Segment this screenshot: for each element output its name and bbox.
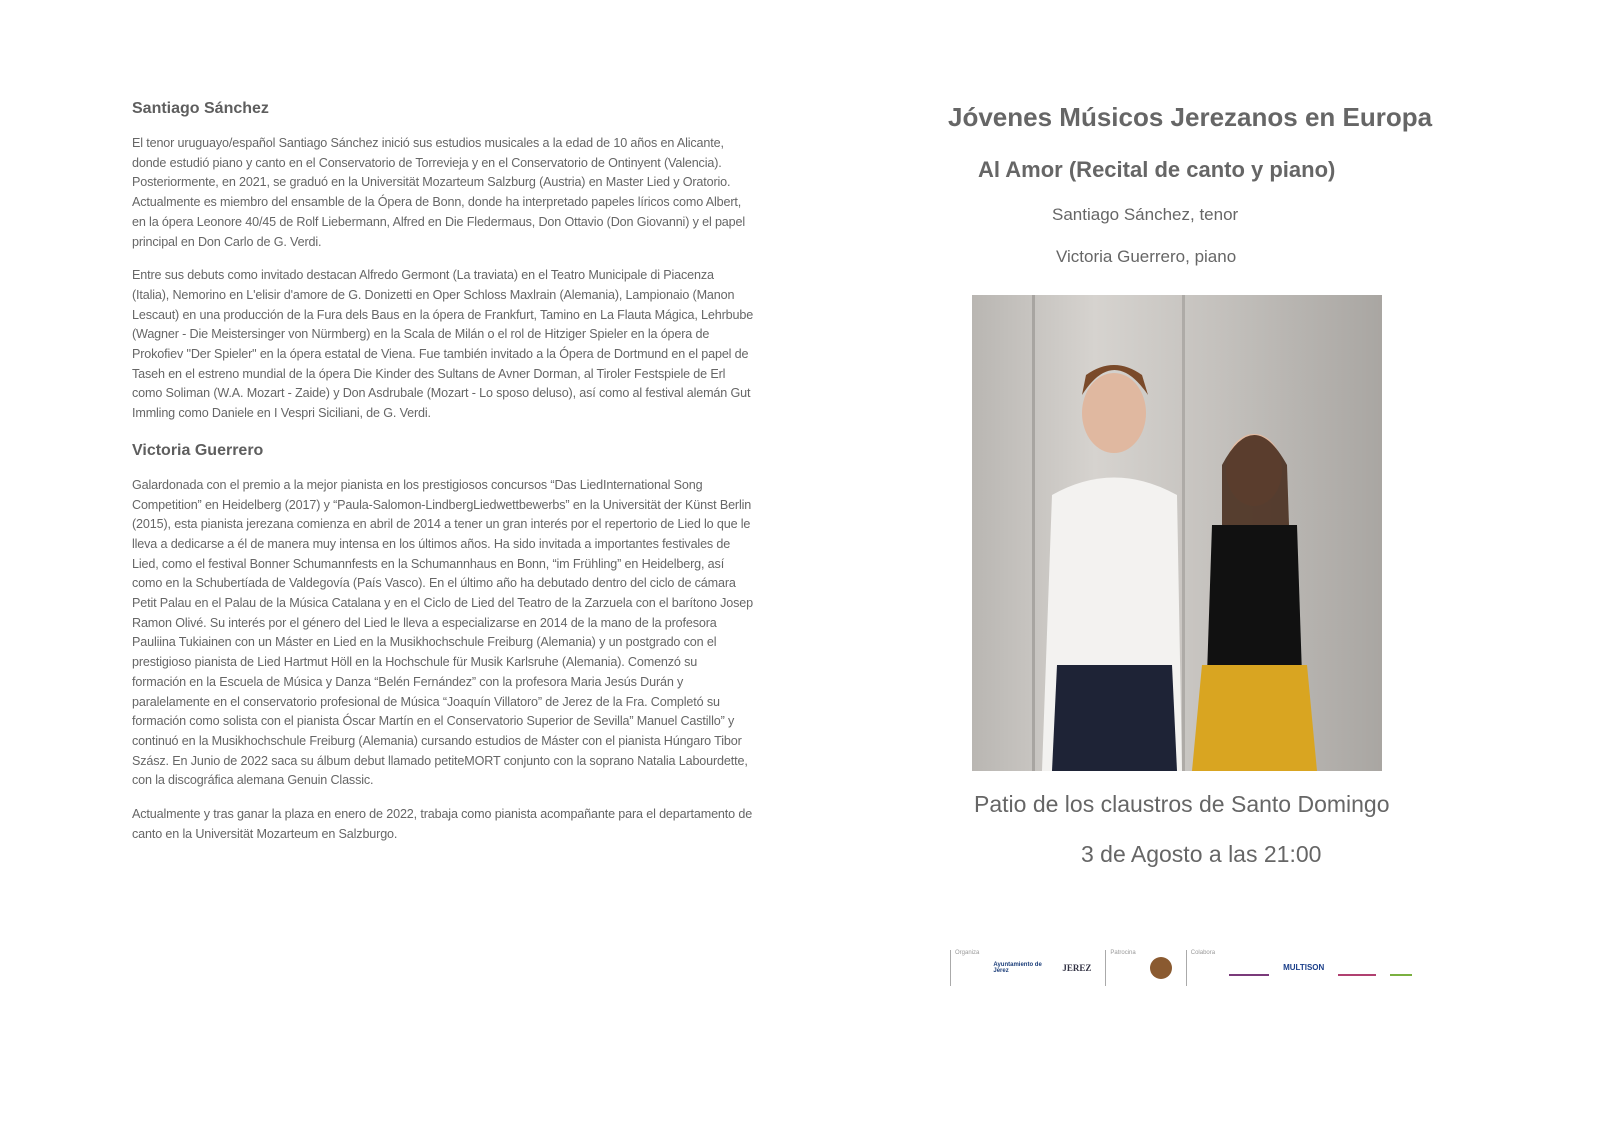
date-time: 3 de Agosto a las 21:00 bbox=[1081, 841, 1322, 867]
multison-logo: MULTISON bbox=[1283, 963, 1325, 972]
performer-tenor: Santiago Sánchez, tenor bbox=[1052, 205, 1239, 224]
bio-paragraph: Actualmente y tras ganar la plaza en enero de 2022, trabaja como pianista acompañante para el departamento de canto en la Universität Mozarteum en Salzburgo. bbox=[132, 807, 753, 841]
colabora-label: Colabora bbox=[1186, 950, 1215, 986]
series-title: Jóvenes Músicos Jerezanos en Europa bbox=[948, 102, 1433, 132]
bio-paragraph: Galardonada con el premio a la mejor pianista en los prestigiosos concursos “Das LiedInternational Song Competition” en Heidelberg (2017) y “Paula-Salomon-LindbergLiedwettbewerbs” en la Universität der Künst Berlin (2015), esta pianista jerezana comienza en abril de 2014 a tener un gran interés por el repertorio de Lied lo que le lleva a dedicarse a él de manera muy intensa en los últimos años. Ha sido invitada a importantes festivales de Lied, como el festival Bonner Schumannfests en la Schumannhaus en Bonn, “im Frühling” en Heidelberg, así como en la Schubertíada de Valdegovía (País Vasco). En el último año ha debutado dentro del ciclo de cámara Petit Palau en el Palau de la Música Catalana y en el Ciclo de Lied del Teatro de la Zarzuela con el barítono Josep Ramon Olivé. Su interés por el género del Lied le lleva a especializarse en 2014 de la mano de la profesora Pauliina Tukiainen con un Máster en Lied en la Musikhochschule Freiburg (Alemania) y un postgrado con el prestigioso pianista de Lied Hartmut Höll en la Hochschule für Musik Karlsruhe (Alemania). Comenzó su formación en la Escuela de Música y Danza “Belén Fernández” con la profesora Maria Jesús Durán y paralelamente en el conservatorio profesional de Música “Joaquín Villatoro” de Jerez de la Fra. Completó su formación como solista con el pianista Óscar Martín en el Conservatorio Superior de Sevilla” Manuel Castillo” y continuó en la Musikhochschule Freiburg (Alemania) cursando estudios de Máster con el pianista Húngaro Tibor Szász. En Junio de 2022 saca su álbum debut llamado petiteMORT conjunto con la soprano Natalia Labourdette, con la discográfica alemana Genuin Classic. bbox=[132, 477, 753, 788]
performer-piano: Victoria Guerrero, piano bbox=[1056, 247, 1237, 266]
patrocina-label: Patrocina bbox=[1105, 950, 1135, 986]
bio-paragraph: El tenor uruguayo/español Santiago Sánchez inició sus estudios musicales a la edad de 10 años en Alicante, donde estudió piano y canto en el Conservatorio de Torrevieja y en el Conservatorio de Ontinyent (Valencia). Posteriormente, en 2021, se graduó en la Universität Mozarteum Salzburg (Austria) en Master Lied y Oratorio. Actualmente es miembro del ensamble de la Ópera de Bonn, donde ha interpretado papeles líricos como Albert, en la ópera Leonore 40/45 de Rolf Liebermann, Alfred en Die Fledermaus, Don Ottavio (Don Giovanni) y el papel principal en Don Carlo de G. Verdi. bbox=[132, 136, 746, 249]
ayuntamiento-logo: Ayuntamiento de Jerez bbox=[993, 961, 1042, 974]
bio-heading-victoria: Victoria Guerrero bbox=[132, 441, 264, 459]
organiza-label: Organiza bbox=[950, 950, 979, 986]
jerez-logo: JEREZ bbox=[1062, 962, 1092, 973]
script-logo bbox=[1338, 960, 1376, 976]
bios-column bbox=[132, 100, 754, 859]
belen-fernandez-logo bbox=[1229, 960, 1269, 976]
bio-heading-santiago: Santiago Sánchez bbox=[132, 100, 269, 117]
venue: Patio de los claustros de Santo Domingo bbox=[974, 791, 1390, 817]
bio-paragraph: Entre sus debuts como invitado destacan Alfredo Germont (La traviata) en el Teatro Municipale di Piacenza (Italia), Nemorino en L'elisir d'amore de G. Donizetti en Oper Schloss Maxlrain (Alemania), Lampionaio (Manon Lescaut) en una producción de la Fura dels Baus en la ópera de Frankfurt, Tamino en La Flauta Mágica, Lehrbube (Wagner - Die Meistersinger von Nürmberg) en la Scala de Milán o el rol de Hitziger Spieler en la ópera de Prokofiev "Der Spieler" en la ópera estatal de Viena. Fue también invitado a la Ópera de Dortmund en el papel de Taseh en el estreno mundial de la ópera Die Kinder des Sultans de Avner Dorman, al Tiroler Festspiele de Erl como Soliman (W.A. Mozart - Zaide) y Don Asdrubale (Mozart - Lo sposo deluso), así como al festival alemán Gut Immling como Daniele en I Vespri Siciliani, de G. Verdi. bbox=[132, 268, 754, 421]
concert-title: Al Amor (Recital de canto y piano) bbox=[978, 157, 1336, 182]
sponsor-seal-logo bbox=[1150, 957, 1172, 979]
green-logo bbox=[1390, 960, 1412, 976]
sponsor-logos bbox=[950, 945, 1480, 990]
performers-photo bbox=[972, 295, 1382, 771]
